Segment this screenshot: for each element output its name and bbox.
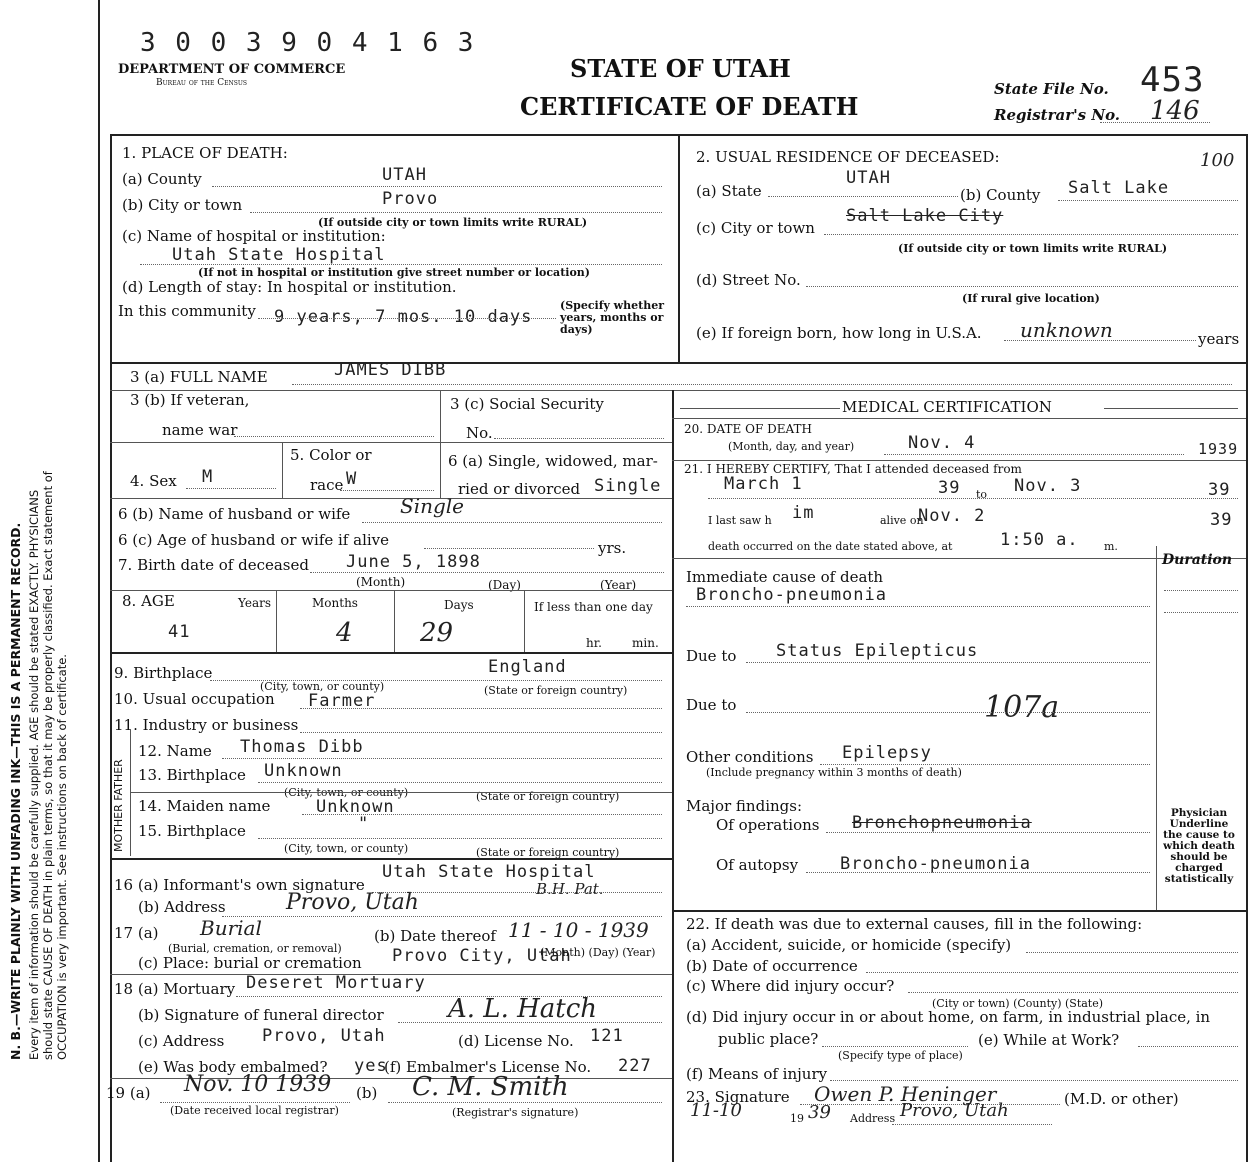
external-e-label: (e) While at Work? <box>978 1031 1120 1049</box>
spouse-label: 6 (b) Name of husband or wife <box>118 505 351 523</box>
residence-margin-note: 100 <box>1200 150 1235 171</box>
marital-label-2: ried or divorced <box>458 480 581 498</box>
less-day-label: If less than one day <box>534 600 653 614</box>
residence-heading: 2. USUAL RESIDENCE OF DECEASED: <box>696 148 1000 166</box>
race-value: W <box>346 469 358 489</box>
sidebar-line-2: Every item of information should be carefully supplied. AGE should be stated EXACTLY. PHYSICIANS <box>27 489 41 1060</box>
informant-address-label: (b) Address <box>138 898 226 916</box>
hospital-note: (If not in hospital or institution give street number or location) <box>198 266 590 279</box>
sex-label: 4. Sex <box>130 472 177 490</box>
mother-state-note: (State or foreign country) <box>476 846 620 859</box>
external-c-label: (c) Where did injury occur? <box>686 977 895 995</box>
birthplace-label: 9. Birthplace <box>114 664 213 682</box>
burial-place-value: Provo City, Utah <box>392 946 572 966</box>
veteran-label-2: name war <box>162 421 238 439</box>
physician-sig-suffix: (M.D. or other) <box>1064 1090 1179 1108</box>
street-note: (If rural give location) <box>962 292 1100 305</box>
external-f-label: (f) Means of injury <box>686 1065 828 1083</box>
mother-birthplace-value: " <box>358 814 370 834</box>
director-label: (b) Signature of funeral director <box>138 1006 384 1024</box>
other-conditions-label: Other conditions <box>686 748 814 766</box>
external-heading: 22. If death was due to external causes, fill in the following: <box>686 915 1143 933</box>
due1-label: Due to <box>686 647 737 665</box>
sidebar-instructions <box>8 471 69 1060</box>
informant-value: Utah State Hospital <box>382 862 596 882</box>
parent-side-label: MOTHER FATHER <box>112 759 125 852</box>
place-county-label: (a) County <box>122 170 202 188</box>
mortuary-value: Deseret Mortuary <box>246 973 426 993</box>
spouse-value: Single <box>400 494 465 518</box>
attended-to-year: 39 <box>1208 480 1231 500</box>
birth-date-value: June 5, 1898 <box>346 552 481 572</box>
registrar-value: 146 <box>1150 96 1200 126</box>
license-label: (d) License No. <box>458 1032 574 1050</box>
stay-label: (d) Length of stay: In hospital or institution. <box>122 278 457 296</box>
burial-value: Burial <box>200 916 262 940</box>
alive-value: Nov. 2 <box>918 506 986 526</box>
external-d-label: (d) Did injury occur in or about home, on farm, in industrial place, in <box>686 1008 1211 1026</box>
signature-year-label: 19 <box>790 1112 804 1125</box>
date-of-death-value: Nov. 4 <box>908 433 976 453</box>
license-value: 121 <box>590 1026 624 1046</box>
due2-label: Due to <box>686 696 737 714</box>
received-note: (Date received local registrar) <box>170 1104 339 1117</box>
sidebar-line-1: N. B.—WRITE PLAINLY WITH UNFADING INK—THIS IS A PERMANENT RECORD. <box>8 522 23 1060</box>
birth-month-note: (Month) <box>356 575 406 589</box>
alive-label: alive on <box>880 514 924 527</box>
burial-place-label: (c) Place: burial or cremation <box>138 954 362 972</box>
social-security-label-2: No. <box>466 424 493 442</box>
burial-date-label: (b) Date thereof <box>374 927 496 945</box>
medical-heading: MEDICAL CERTIFICATION <box>842 398 1052 416</box>
state-title: STATE OF UTAH <box>570 54 791 83</box>
department-label: DEPARTMENT OF COMMERCE <box>118 62 346 77</box>
industry-label: 11. Industry or business <box>114 716 299 734</box>
age-years-label: Years <box>238 596 272 610</box>
external-d-note: (Specify type of place) <box>838 1049 963 1062</box>
immediate-cause-label: Immediate cause of death <box>686 568 884 586</box>
age-label: 8. AGE <box>122 592 175 610</box>
bureau-label: Bureau of the Census <box>156 78 248 88</box>
embalmer-value: 227 <box>618 1056 652 1076</box>
place-city-note: (If outside city or town limits write RURAL) <box>318 216 588 229</box>
age-days-value: 29 <box>420 618 454 648</box>
place-city-label: (b) City or town <box>122 196 243 214</box>
registrar-sig-label: (b) <box>356 1084 378 1102</box>
occupation-value: Farmer <box>308 691 376 711</box>
marital-label: 6 (a) Single, widowed, mar- <box>448 452 658 470</box>
spouse-age-unit: yrs. <box>598 539 627 557</box>
community-value: 9 years, 7 mos. 10 days <box>274 307 533 327</box>
address2-label: (c) Address <box>138 1032 225 1050</box>
state-file-label: State File No. <box>994 80 1109 98</box>
mother-maiden-value: Unknown <box>316 797 395 817</box>
occupation-label: 10. Usual occupation <box>114 690 275 708</box>
residence-city-label: (c) City or town <box>696 219 815 237</box>
place-city-value: Provo <box>382 189 439 209</box>
hospital-value: Utah State Hospital <box>172 245 386 265</box>
place-heading: 1. PLACE OF DEATH: <box>122 144 288 162</box>
father-city-note: (City, town, or county) <box>284 786 409 799</box>
attended-to-value: Nov. 3 <box>1014 476 1082 496</box>
embalmed-value: yes <box>354 1056 388 1076</box>
major-findings-label: Major findings: <box>686 797 803 815</box>
physician-sig-label: 23. Signature <box>686 1088 790 1106</box>
veteran-label: 3 (b) If veteran, <box>130 391 250 409</box>
external-d-label-2: public place? <box>718 1030 819 1048</box>
father-name-value: Thomas Dibb <box>240 737 364 757</box>
residence-city-note: (If outside city or town limits write RURAL) <box>898 242 1168 255</box>
occurred-label: death occurred on the date stated above, at <box>708 540 953 553</box>
other-conditions-note: (Include pregnancy within 3 months of death) <box>706 766 962 779</box>
other-conditions-value: Epilepsy <box>842 743 932 763</box>
mother-city-note: (City, town, or county) <box>284 842 409 855</box>
registrar-sig-note: (Registrar's signature) <box>452 1106 579 1119</box>
burial-date-value: 11 - 10 - 1939 <box>508 918 649 942</box>
address2-value: Provo, Utah <box>262 1026 386 1046</box>
age-years-value: 41 <box>168 622 191 642</box>
external-a-label: (a) Accident, suicide, or homicide (specify) <box>686 936 1012 954</box>
birthplace-value: England <box>488 657 567 677</box>
attended-from-value: March 1 <box>724 474 803 494</box>
saw-label: I last saw h <box>708 514 772 527</box>
informant-label: 16 (a) Informant's own signature <box>114 876 365 894</box>
full-name-label: 3 (a) FULL NAME <box>130 368 268 386</box>
physician-note: Physician Underline the cause to which death should be charged statistically <box>1163 807 1235 885</box>
birthplace-state-note: (State or foreign country) <box>484 684 628 697</box>
embalmed-label: (e) Was body embalmed? <box>138 1058 328 1076</box>
birth-year-note: (Year) <box>600 578 637 592</box>
duration-label: Duration <box>1162 552 1233 568</box>
autopsy-label: Of autopsy <box>716 856 799 874</box>
to-label: to <box>976 488 988 501</box>
foreign-value: unknown <box>1020 318 1113 342</box>
sidebar-line-4: OCCUPATION is very important. See instructions on back of certificate. <box>55 654 69 1060</box>
burial-date-note: (Month) (Day) (Year) <box>540 946 656 959</box>
signature-address-label: Address <box>850 1112 896 1125</box>
foreign-label: (e) If foreign born, how long in U.S.A. <box>696 324 982 342</box>
received-value: Nov. 10 1939 <box>184 1072 332 1097</box>
date-of-death-label: 20. DATE OF DEATH <box>684 422 812 436</box>
birthplace-city-note: (City, town, or county) <box>260 680 385 693</box>
mortuary-label: 18 (a) Mortuary <box>114 980 236 998</box>
saw-value: im <box>792 503 815 523</box>
age-days-label: Days <box>444 598 474 612</box>
informant-address-value: Provo, Utah <box>286 890 419 915</box>
director-value: A. L. Hatch <box>448 994 598 1024</box>
operations-label: Of operations <box>716 816 820 834</box>
physician-sig-value: Owen P. Heninger <box>814 1082 997 1106</box>
residence-state-label: (a) State <box>696 182 762 200</box>
spouse-age-label: 6 (c) Age of husband or wife if alive <box>118 531 390 549</box>
mother-birthplace-label: 15. Birthplace <box>138 822 246 840</box>
serial-number: 3 0 0 3 9 0 4 1 6 3 <box>140 28 476 58</box>
foreign-unit: years <box>1198 330 1240 348</box>
sex-value: M <box>202 467 214 487</box>
informant-sub: B.H. Pat. <box>536 880 604 898</box>
due1-value: Status Epilepticus <box>776 641 979 661</box>
due2-value: 107a <box>984 690 1060 725</box>
hospital-label: (c) Name of hospital or institution: <box>122 227 386 245</box>
occurred-value: 1:50 a. <box>1000 530 1079 550</box>
father-name-label: 12. Name <box>138 742 212 760</box>
external-b-label: (b) Date of occurrence <box>686 957 858 975</box>
residence-county-value: Salt Lake <box>1068 178 1170 198</box>
social-security-label: 3 (c) Social Security <box>450 395 604 413</box>
hr-label: hr. <box>586 636 602 650</box>
alive-year: 39 <box>1210 510 1233 530</box>
signature-date-value: 11-10 <box>690 1100 742 1121</box>
race-label: race <box>310 476 344 494</box>
place-county-value: UTAH <box>382 165 427 185</box>
burial-note: (Burial, cremation, or removal) <box>168 942 342 955</box>
external-c-note: (City or town) (County) (State) <box>932 997 1104 1010</box>
state-file-value: 453 <box>1140 60 1205 100</box>
registrar-sig-value: C. M. Smith <box>412 1072 569 1102</box>
community-note: (Specify whether years, months or days) <box>560 299 665 336</box>
full-name-value: JAMES DIBB <box>334 360 447 380</box>
birth-day-note: (Day) <box>488 578 521 592</box>
residence-city-value: Salt Lake City <box>846 206 1004 226</box>
received-label: 19 (a) <box>106 1084 151 1102</box>
autopsy-value: Broncho-pneumonia <box>840 854 1031 874</box>
immediate-cause-value: Broncho-pneumonia <box>696 585 887 605</box>
min-label: min. <box>632 636 659 650</box>
certify-label: 21. I HEREBY CERTIFY, That I attended deceased from <box>684 462 1022 476</box>
burial-label: 17 (a) <box>114 924 159 942</box>
age-months-value: 4 <box>336 618 353 648</box>
occurred-unit: m. <box>1104 540 1118 553</box>
registrar-label: Registrar's No. <box>994 106 1121 124</box>
age-months-label: Months <box>312 596 358 610</box>
certificate-title: CERTIFICATE OF DEATH <box>520 92 859 121</box>
birth-date-label: 7. Birth date of deceased <box>118 556 309 574</box>
date-of-death-year: 1939 <box>1198 440 1239 458</box>
father-state-note: (State or foreign country) <box>476 790 620 803</box>
community-label: In this community <box>118 302 256 320</box>
residence-state-value: UTAH <box>846 168 891 188</box>
embalmer-label: (f) Embalmer's License No. <box>384 1058 592 1076</box>
father-birthplace-value: Unknown <box>264 761 343 781</box>
street-label: (d) Street No. <box>696 271 801 289</box>
sidebar-line-3: should state CAUSE OF DEATH in plain terms, so that it may be properly classified. Exact statement of <box>41 471 55 1060</box>
date-of-death-note: (Month, day, and year) <box>728 440 855 453</box>
signature-year: 39 <box>808 1102 831 1123</box>
father-birthplace-label: 13. Birthplace <box>138 766 246 784</box>
residence-county-label: (b) County <box>960 186 1041 204</box>
signature-address-value: Provo, Utah <box>900 1100 1009 1121</box>
mother-maiden-label: 14. Maiden name <box>138 797 271 815</box>
attended-from-year: 39 <box>938 478 961 498</box>
marital-value: Single <box>594 476 662 496</box>
operations-value: Bronchopneumonia <box>852 813 1032 833</box>
color-label: 5. Color or <box>290 446 372 464</box>
